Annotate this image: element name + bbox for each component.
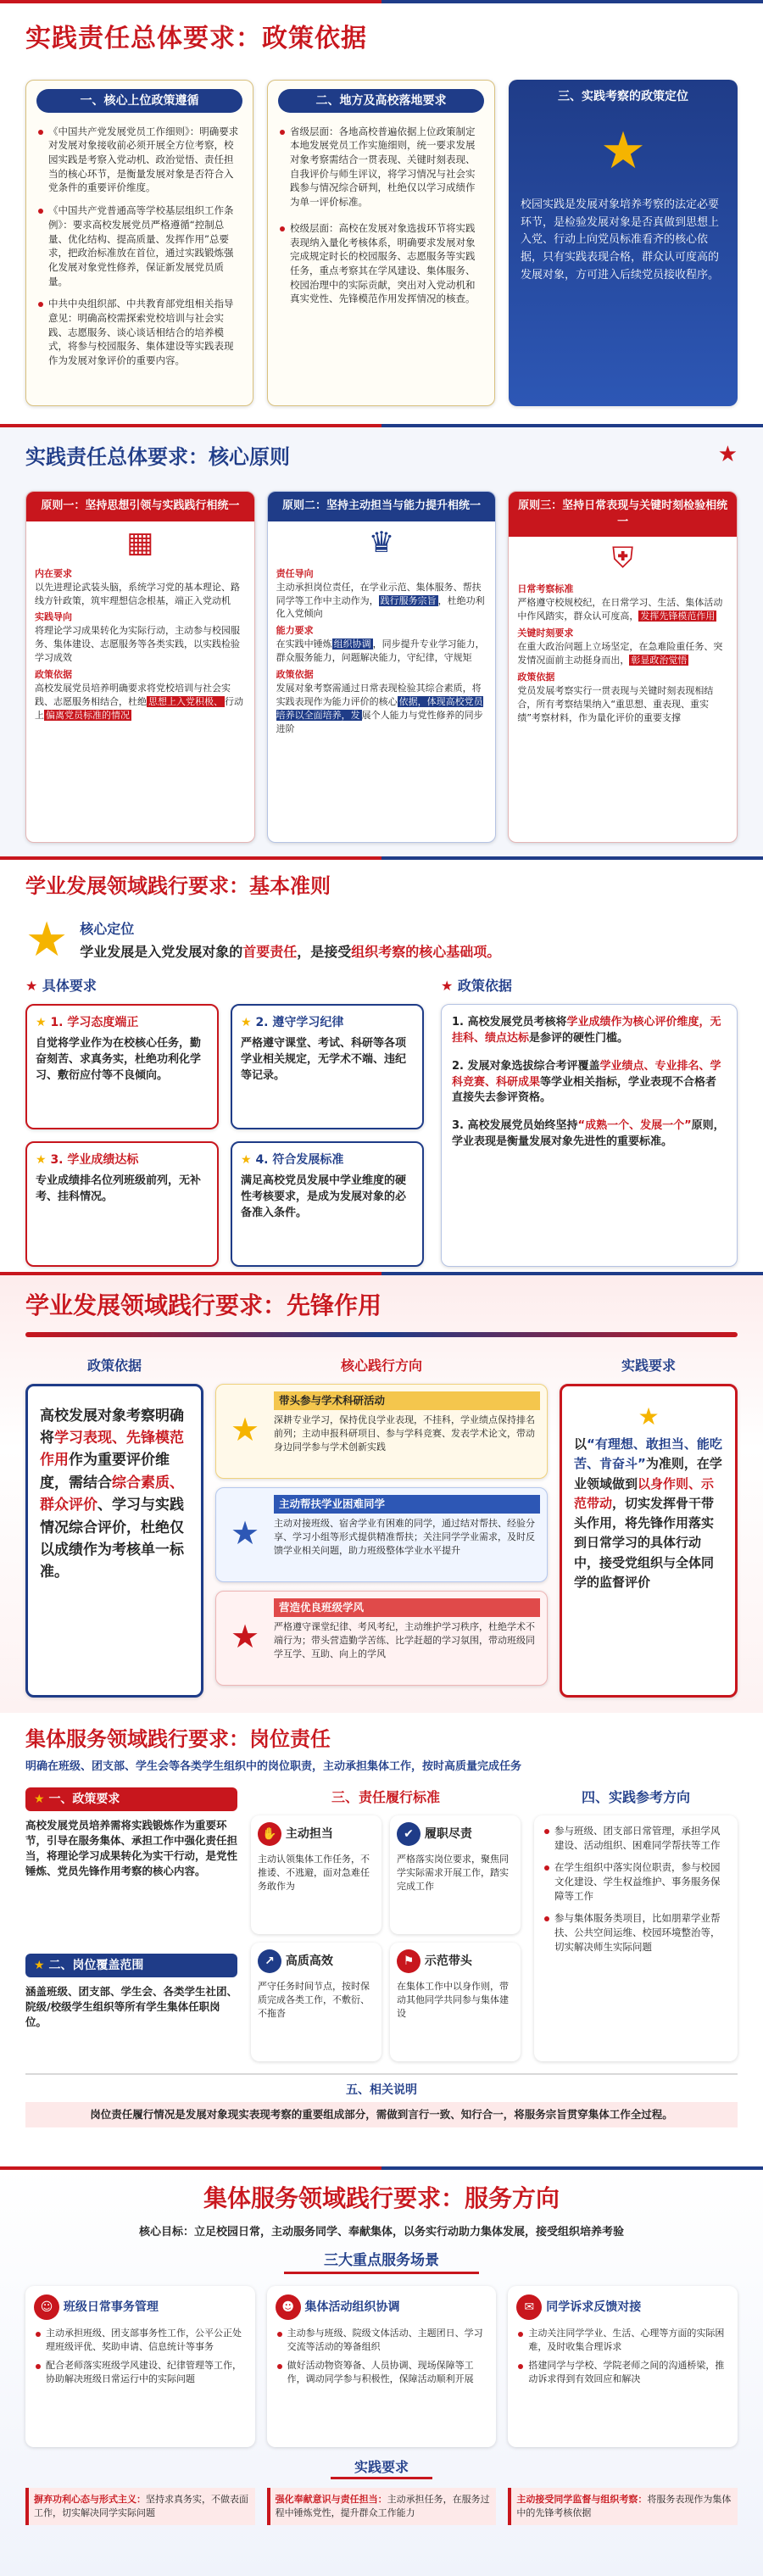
block-text: 在实践中锤炼 — [276, 638, 332, 650]
principle-card-1 — [25, 491, 255, 843]
top-stripe — [0, 0, 763, 3]
ref-item: 在学生组织中落实岗位职责，参与校园文化建设、学生权益维护、事务服务保障等工作 — [543, 1860, 729, 1903]
flag-icon: ⚑ — [397, 1949, 420, 1973]
section-subtitle: 明确在班级、团支部、学生会等各类学生组织中的岗位职责，主动承担集体工作，按时高质量完成任务 — [25, 1759, 522, 1773]
duty-text: 严格落实岗位要求，聚焦同学实际需求开展工作，踏实完成工作 — [397, 1853, 509, 1892]
col-title: 政策依据 — [86, 1357, 142, 1374]
duty-card — [390, 1943, 521, 2061]
req-text: 自觉将学业作为在校核心任务，勤奋刻苦、求真务实，杜绝功利化学习、敷衍应付等不良倾向。 — [36, 1037, 202, 1082]
req-card-1 — [25, 1004, 219, 1129]
block-head: 政策依据 — [35, 669, 72, 681]
section-collective-duty — [0, 1713, 763, 2166]
block-text: 以先进理论武装头脑，系统学习党的基本理论、路线方针政策，筑牢理想信念根基，端正入党动机 — [35, 581, 240, 606]
ref-box — [534, 1815, 738, 2061]
scene-item: 搭建同学与学校、学院老师之间的沟通桥梁，推动诉求得到有效回应和解决 — [516, 2359, 729, 2386]
policy-item: 中共中央组织部、中共教育部党组相关指导意见：明确高校需探索党校培训与社会实践、志愿服务、谈心谈话相结合的培养模式，将参与校园服务、集体建设等实践表现作为发展对象评价的重要内容。 — [36, 297, 242, 367]
duty-title — [397, 1949, 514, 1973]
direction-title: 带头参与学术科研活动 — [274, 1391, 540, 1410]
divider-stripe — [0, 2166, 763, 2170]
ref-item: 参与集体服务类项目，比如朋辈学业帮扶、公共空间运维、校园环境整治等，切实解决师生实际问题 — [543, 1911, 729, 1954]
block-head: 能力要求 — [276, 625, 314, 637]
block-head: 关键时刻要求 — [517, 627, 574, 639]
policy-item: 《中国共产党发展党员工作细则》：明确要求对发展对象接收前必须开展全方位考察，校园实践是考察入党动机、政治觉悟、责任担当的核心环节，是衡量发展对象是否符合入党条件的重要评价维度。 — [36, 125, 242, 195]
policy-box — [441, 1004, 738, 1267]
req-text: 满足高校党员发展中学业维度的硬性考核要求，是成为发展对象的必备准入条件。 — [241, 1174, 407, 1219]
block-text: 高校发展党员培养需将实践锻炼作为重要环节，引导在服务集体、承担工作中强化责任担当，将理论学习成果转化为实干行动，是党性锤炼、党员先锋作用考察的核心内容。 — [25, 1818, 238, 1878]
policy-text: 高校发展对象考察明确将 — [40, 1407, 184, 1447]
star-icon: ★ — [241, 1015, 256, 1029]
star-icon: ★ — [34, 1792, 49, 1806]
card-text: 校园实践是发展对象培养考察的法定必要环节，是检验发展对象是否真做到思想上入党、行动上向党员标准看齐的核心依据，只有实践表现合格，群众认可度高的发展对象，方可进入后续党员接收程序。 — [521, 198, 720, 282]
block-text: 涵盖班级、团支部、学生会、各类学生社团、院级/校级学生组织等所有学生集体任职岗位。 — [25, 1985, 238, 2029]
badge-icon: ▦ — [126, 525, 154, 560]
core-label: 核心定位 — [80, 920, 135, 937]
note-text: 岗位责任履行情况是发展对象现实表现考察的重要组成部分，需做到言行一致、知行合一，将服务宗旨贯穿集体工作全过程。 — [25, 2102, 738, 2127]
wave-divider — [25, 1332, 738, 1337]
highlight: 发挥先锋模范作用 — [640, 611, 716, 622]
duty-text: 在集体工作中以身作则，带动其他同学共同参与集体建设 — [397, 1980, 509, 2019]
card-title: 一、核心上位政策遵循 — [36, 89, 242, 113]
core-text: 学业发展是入党发展对象的 — [80, 943, 243, 960]
label-text: 政策依据 — [457, 977, 512, 994]
scene-item: 主动承担班级、团支部事务性工作，公平公正处理班级评优、奖助申请、信息统计等事务 — [34, 2327, 247, 2354]
highlight: 依据，体现高校党员培养以全面培养，发 — [276, 696, 483, 722]
req-num: 2. — [255, 1015, 269, 1029]
policy-highlight: 学业绩点、专业排名、学科竞赛、科研成果 — [452, 1059, 721, 1089]
star-icon: ★ — [230, 1514, 260, 1552]
req-title-text: 符合发展标准 — [272, 1152, 344, 1167]
block-head: 责任导向 — [276, 567, 314, 579]
divider-stripe — [0, 1272, 763, 1275]
direction-item-1 — [215, 1384, 548, 1479]
trophy-icon: ♛ — [368, 525, 395, 560]
duty-text: 严守任务时间节点，按时保质完成各类工作，不敷衍、不拖沓 — [258, 1980, 370, 2019]
policy-text: 发展对象选拔综合考评覆盖 — [467, 1059, 600, 1073]
label-text: 具体要求 — [42, 977, 97, 994]
section-title: 实践责任总体要求：核心原则 — [25, 445, 290, 469]
block-head: 内在要求 — [35, 567, 72, 579]
policy-text: 高校发展党员考核将 — [467, 1015, 567, 1029]
block-title-text: 二、岗位覆盖范围 — [48, 1958, 144, 1972]
highlight: 践行服务宗旨 — [380, 594, 437, 606]
star-icon: ★ — [230, 1617, 260, 1655]
card-title: 三、实践考察的政策定位 — [558, 89, 688, 103]
req-card-4 — [231, 1141, 424, 1267]
scene-title-text: 班级日常事务管理 — [63, 2300, 159, 2314]
block-text: 将理论学习成果转化为实际行动，主动参与校园服务、集体建设、志愿服务等各类实践，以实践检验学习成效 — [35, 625, 240, 664]
scene-item: 主动关注同学学业、生活、心理等方面的实际困难，及时收集合理诉求 — [516, 2327, 729, 2354]
req-item — [267, 2488, 497, 2525]
card-title: 原则三：坚持日常表现与关键时刻检验相统一 — [509, 492, 737, 538]
duty-title — [397, 1822, 514, 1846]
direction-text: 深耕专业学习，保持优良学业表现，不挂科，学业绩点保持排名前列；主动申报科研项目、参与学科竞赛、发表学术论文，带动身边同学参与学术创新实践 — [274, 1413, 535, 1452]
practice-card — [560, 1384, 738, 1698]
section-service-direction — [0, 2166, 763, 2576]
section-policy-basis — [0, 0, 763, 424]
req-key: 强化奉献意识与责任担当： — [275, 2494, 387, 2506]
block-text: 主动承担岗位责任，在学业示范、集体服务、帮扶同学等工作中主动作为， — [276, 581, 482, 606]
policy-text: 原则，学业表现是衡量发展对象先进性的重要标准。 — [452, 1119, 725, 1149]
req-title-text: 学习态度端正 — [67, 1015, 139, 1029]
duty-title-text: 高质高效 — [285, 1954, 333, 1968]
block-text: 党员发展考察实行一贯表现与关键时刻表现相结合，所有考察结果纳入“重思想、重表现、重实绩”考察材料，作为量化评价的重要支撑 — [517, 685, 714, 723]
section-title: 集体服务领域践行要求：岗位责任 — [25, 1727, 331, 1751]
policy-item: 2. 发展对象选拔综合考评覆盖学业绩点、专业排名、学科竞赛、科研成果等学业相关指标，学业表现不合格者直接失去参评资格。 — [452, 1059, 721, 1105]
left-label — [25, 976, 424, 995]
scene-title-text: 集体活动组织协调 — [304, 2300, 400, 2314]
direction-title: 主动帮扶学业困难同学 — [274, 1495, 540, 1514]
req-title — [241, 1151, 414, 1168]
ref-item: 参与班级、团支部日常管理，承担学风建设、活动组织、困难同学帮扶等工作 — [543, 1824, 729, 1852]
section-title: 实践责任总体要求：政策依据 — [25, 24, 367, 53]
star-icon: ★ — [600, 120, 646, 181]
req-key: 主动接受同学监督与组织考察： — [516, 2494, 648, 2506]
duty-title — [258, 1822, 375, 1846]
chart-icon: ↗ — [258, 1949, 281, 1973]
req-num: 3. — [50, 1152, 64, 1167]
policy-card — [25, 1384, 203, 1698]
section-title: 学业发展领域践行要求：基本准则 — [25, 874, 331, 898]
star-icon: ★ — [230, 1410, 260, 1448]
req-title-text: 遵守学习纪律 — [272, 1015, 344, 1029]
direction-item-3 — [215, 1591, 548, 1686]
req-num: 1. — [50, 1015, 64, 1029]
highlight: 偏离党员标准的情况 — [46, 710, 130, 722]
block-title: 四、实践参考方向 — [581, 1788, 690, 1805]
core-highlight: 组织考察的核心基础项。 — [351, 943, 501, 960]
block-text: 行动上 — [35, 696, 243, 722]
scene-card-1 — [25, 2286, 255, 2447]
note-box — [25, 2073, 738, 2127]
divider-stripe — [0, 856, 763, 860]
shield-check-icon: ✔ — [397, 1822, 420, 1846]
req-text: 坚持求真务实，不做表面工作，切实解决同学实际问题 — [34, 2494, 248, 2519]
req-item — [25, 2488, 255, 2525]
shield-icon: ⛨ — [611, 541, 634, 576]
core-statement — [80, 942, 500, 962]
scene-title-text: 同学诉求反馈对接 — [546, 2300, 642, 2314]
block-head: 实践导向 — [35, 611, 72, 623]
star-icon: ★ — [241, 1152, 256, 1167]
policy-text: 高校发展党员始终坚持 — [467, 1119, 578, 1133]
core-goal: 核心目标：立足校园日常，主动服务同学、奉献集体，以务实行动助力集体发展，接受组织培养考验 — [138, 2225, 624, 2239]
req-title-text: 学业成绩达标 — [67, 1152, 139, 1167]
section-academic-basics — [0, 856, 763, 1272]
req-card-2 — [231, 1004, 424, 1129]
block-text: 高校发展党员培养明确要求将党校培训与社会实践、志愿服务相结合，杜绝 — [35, 683, 231, 708]
col-title: 核心践行方向 — [340, 1357, 422, 1374]
highlight: 思想上入党积极、 — [148, 696, 223, 708]
practice-text: 以 — [574, 1436, 588, 1452]
highlight: 彰显政治觉悟 — [631, 655, 688, 666]
scene-card-2 — [267, 2286, 497, 2447]
block-head: 政策依据 — [517, 672, 555, 683]
req-heading: 实践要求 — [331, 2457, 432, 2479]
scene-title — [276, 2294, 488, 2320]
req-text: 专业成绩排名位列班级前列，无补考、挂科情况。 — [36, 1174, 202, 1204]
block-text: ，同步提升专业学习能力，群众服务能力，问题解决能力，守纪律，守规矩 — [276, 638, 485, 664]
direction-item-2 — [215, 1487, 548, 1582]
highlight: 组织协调 — [333, 638, 371, 650]
note-title: 五、相关说明 — [346, 2083, 417, 2097]
people-icon: ☺ — [34, 2294, 59, 2320]
star-icon: ★ — [638, 1402, 660, 1430]
block-text: 在重大政治问题上立场坚定，在急难险重任务、突发情况面前主动挺身而出， — [517, 641, 723, 666]
section-core-principles — [0, 424, 763, 856]
star-icon: ★ — [717, 442, 738, 467]
policy-highlight: “成熟一个、发展一个” — [577, 1119, 692, 1133]
practice-text: 为准则，在学业领域做到 — [574, 1456, 722, 1492]
divider-stripe — [0, 424, 763, 427]
policy-card-upper — [25, 80, 253, 406]
scene-item: 主动参与班级、院级文体活动、主题团日、学习交流等活动的筹备组织 — [276, 2327, 488, 2354]
policy-card-position — [509, 80, 738, 406]
req-text: 将服务表现作为集体中的先锋考核依据 — [516, 2494, 732, 2519]
req-num: 4. — [255, 1152, 269, 1167]
duty-text: 主动认领集体工作任务，不推诿、不逃避，面对急难任务敢作为 — [258, 1853, 370, 1892]
card-title: 二、地方及高校落地要求 — [278, 89, 484, 113]
duty-title — [258, 1949, 375, 1973]
block-text: ，杜绝功利化入党倾向 — [276, 594, 485, 620]
policy-card-local — [267, 80, 495, 406]
scene-title — [516, 2294, 729, 2320]
practice-highlight: 以身作则、示范带动 — [574, 1475, 715, 1511]
scene-title — [34, 2294, 247, 2320]
req-item — [508, 2488, 738, 2525]
req-title — [241, 1014, 414, 1031]
policy-item: 《中国共产党普通高等学校基层组织工作条例》：要求高校发展党员严格遵循“控制总量、优化结构、提高质量、发挥作用”总要求，把政治标准放在首位，通过实践锻炼强化发展对象党性修养，保证新发展党员质量。 — [36, 204, 242, 288]
req-text: 严格遵守课堂、考试、科研等各项学业相关规定，无学术不端、违纪等记录。 — [241, 1037, 407, 1082]
duty-title-text: 履职尽责 — [424, 1826, 472, 1841]
policy-item: 校级层面：高校在发展对象选拔环节将实践表现纳入量化考核体系，明确要求发展对象完成规定时长的校园服务、志愿服务等实践任务，重点考察其在学风建设、集体服务、校园治理中的实际贡献，突出对入党动机和真实党性、先锋模范作用发挥情况的核查。 — [278, 221, 484, 306]
policy-highlight: 学习表现、先锋模范作用 — [40, 1430, 184, 1469]
duty-card — [251, 1815, 382, 1934]
right-label — [441, 976, 738, 995]
principle-card-2 — [267, 491, 497, 843]
core-highlight: 首要责任 — [242, 943, 298, 960]
policy-item: 1. 高校发展党员考核将学业成绩作为核心评价维度，无挂科、绩点达标是参评的硬性门槛。 — [452, 1015, 721, 1045]
card-title: 原则二：坚持主动担当与能力提升相统一 — [268, 492, 496, 521]
block-title-text: 一、政策要求 — [48, 1792, 120, 1806]
duty-title-text: 主动担当 — [285, 1826, 333, 1841]
scene-card-3 — [508, 2286, 738, 2447]
star-icon: ★ — [34, 1958, 49, 1972]
scene-item: 做好活动物资筹备、人员协调、现场保障等工作，调动同学参与积极性，保障活动顺利开展 — [276, 2359, 488, 2386]
section-title: 集体服务领域践行要求：服务方向 — [203, 2184, 560, 2212]
star-icon: ★ — [441, 977, 458, 994]
star-icon: ★ — [25, 977, 42, 994]
star-icon: ★ — [36, 1152, 51, 1167]
block-text: 严格遵守校规校纪，在日常学习、生活、集体活动中作风踏实，群众认可度高， — [517, 597, 723, 622]
policy-item: 3. 高校发展党员始终坚持“成熟一个、发展一个”原则，学业表现是衡量发展对象先进性的重要标准。 — [452, 1119, 725, 1149]
policy-text: 等学业相关指标，学业表现不合格者直接失去参评资格。 — [452, 1075, 717, 1105]
card-title: 原则一：坚持思想引领与实践践行相统一 — [26, 492, 254, 521]
section-title: 学业发展领域践行要求：先锋作用 — [25, 1291, 382, 1319]
policy-highlight: 学业成绩作为核心评价维度，无挂科、绩点达标 — [452, 1015, 721, 1045]
star-icon: ★ — [36, 1015, 51, 1029]
direction-text: 主动对接班级、宿舍学业有困难的同学，通过结对帮扶、经验分享、学习小组等形式提供精准帮扶；关注同学学业需求，及时反馈学业相关问题，助力班级整体学业水平提升 — [274, 1517, 535, 1556]
practice-highlight: “有理想、敢担当、能吃苦、肯奋斗” — [574, 1436, 722, 1472]
duty-card — [251, 1943, 382, 2061]
block-title: 三、责任履行标准 — [331, 1788, 440, 1805]
star-icon: ★ — [25, 912, 69, 967]
block-title — [25, 1954, 237, 1977]
block-text: 展个人能力与党性修养的同步进阶 — [276, 710, 483, 734]
req-title — [36, 1151, 209, 1168]
practice-text: ，切实发挥骨干带头作用，将先锋作用落实到日常学习的具体行动中，接受党组织与全体同学的监督评价 — [574, 1495, 715, 1590]
principle-card-3 — [508, 491, 738, 843]
policy-text: 作为重要评价维度，需结合 — [40, 1452, 170, 1492]
req-key: 摒弃功利心态与形式主义： — [34, 2494, 146, 2506]
group-icon: ☻ — [276, 2294, 301, 2320]
policy-text: 、学习与实践情况综合评价，杜绝仅以成绩作为考核单一标准。 — [40, 1497, 184, 1581]
block-head: 日常考察标准 — [517, 583, 574, 595]
chat-icon: ✉ — [516, 2294, 542, 2320]
direction-text: 严格遵守课堂纪律、考风考纪，主动维护学习秩序，杜绝学术不端行为；带头营造勤学苦练、比学赶超的学习氛围，带动班级同学互学、互助、向上的学风 — [274, 1620, 535, 1659]
req-card-3 — [25, 1141, 219, 1267]
policy-item: 省级层面：各地高校普遍依据上位政策制定本地发展党员工作实施细则，统一要求发展对象考察需结合一贯表现、关键时刻表现、自我评价与师生评议，将学习情况与社会实践参与情况综合研判，杜绝仅以学习成绩作为单一评价标准。 — [278, 125, 484, 209]
scene-item: 配合老师落实班级学风建设、纪律管理等工作，协助解决班级日常运行中的实际问题 — [34, 2359, 247, 2386]
hand-icon: ✋ — [258, 1822, 281, 1846]
req-text: 主动承担任务，在服务过程中锤炼党性，提升群众工作能力 — [275, 2494, 490, 2519]
duty-title-text: 示范带头 — [424, 1954, 472, 1968]
policy-text: 是参评的硬性门槛。 — [529, 1031, 629, 1045]
block-head: 政策依据 — [276, 669, 314, 681]
duty-card — [390, 1815, 521, 1934]
core-text: ，是接受 — [297, 943, 352, 960]
scene-heading: 三大重点服务场景 — [284, 2250, 479, 2274]
direction-title: 营造优良班级学风 — [274, 1598, 540, 1617]
block-title — [25, 1787, 237, 1811]
col-title: 实践要求 — [621, 1357, 676, 1374]
req-title — [36, 1014, 209, 1031]
section-academic-vanguard — [0, 1272, 763, 1713]
block-text: 发展对象考察需通过日常表现检验其综合素质，将实践表现作为能力评价的核心 — [276, 683, 482, 708]
policy-highlight: 综合素质、群众评价 — [40, 1474, 184, 1514]
